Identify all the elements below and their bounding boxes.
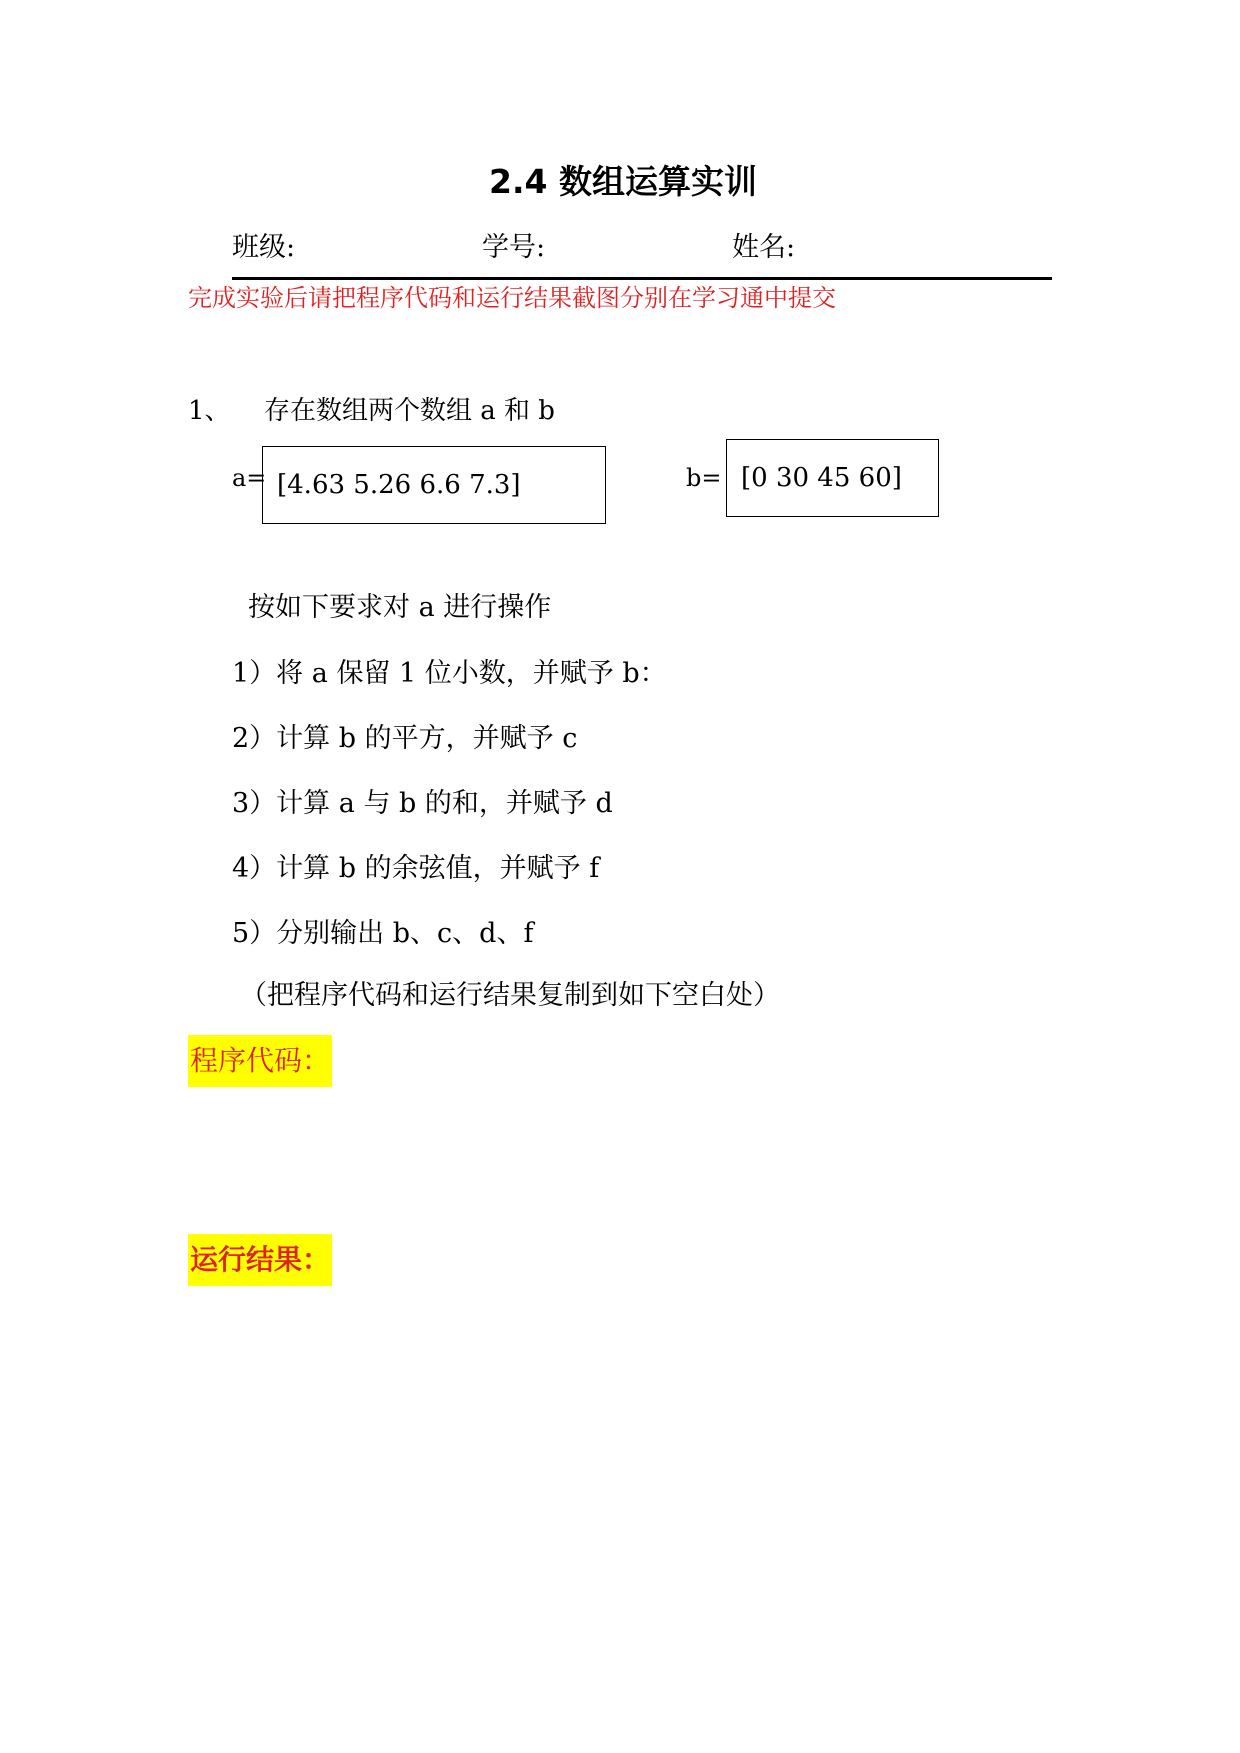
task-intro: 按如下要求对 a 进行操作 xyxy=(248,592,552,623)
array-b-value: [0 30 45 60] xyxy=(741,463,902,493)
paste-instruction: （把程序代码和运行结果复制到如下空白处） xyxy=(240,980,780,1011)
task-item: 2）计算 b 的平方，并赋予 c xyxy=(232,723,578,754)
task-item: 3）计算 a 与 b 的和，并赋予 d xyxy=(232,788,613,819)
page-title: 2.4 数组运算实训 xyxy=(489,162,757,201)
task-item: 5）分别输出 b、c、d、f xyxy=(232,918,534,949)
header-rule xyxy=(232,277,1052,280)
student-id-label: 学号: xyxy=(482,232,546,263)
array-a-value: [4.63 5.26 6.6 7.3] xyxy=(277,470,521,500)
question-number: 1、 xyxy=(188,396,231,426)
code-section-label: 程序代码： xyxy=(188,1035,332,1087)
class-label: 班级: xyxy=(232,232,296,263)
name-label: 姓名: xyxy=(732,232,796,263)
array-a-label: a= xyxy=(232,464,267,492)
submission-notice: 完成实验后请把程序代码和运行结果截图分别在学习通中提交 xyxy=(188,284,836,312)
task-item: 1）将 a 保留 1 位小数，并赋予 b： xyxy=(232,658,667,689)
task-item: 4）计算 b 的余弦值，并赋予 f xyxy=(232,853,600,884)
array-a-box xyxy=(262,446,606,524)
question-text: 存在数组两个数组 a 和 b xyxy=(264,396,555,426)
array-b-box xyxy=(726,439,939,517)
result-section-label: 运行结果： xyxy=(188,1234,332,1286)
array-b-label: b= xyxy=(686,464,722,492)
